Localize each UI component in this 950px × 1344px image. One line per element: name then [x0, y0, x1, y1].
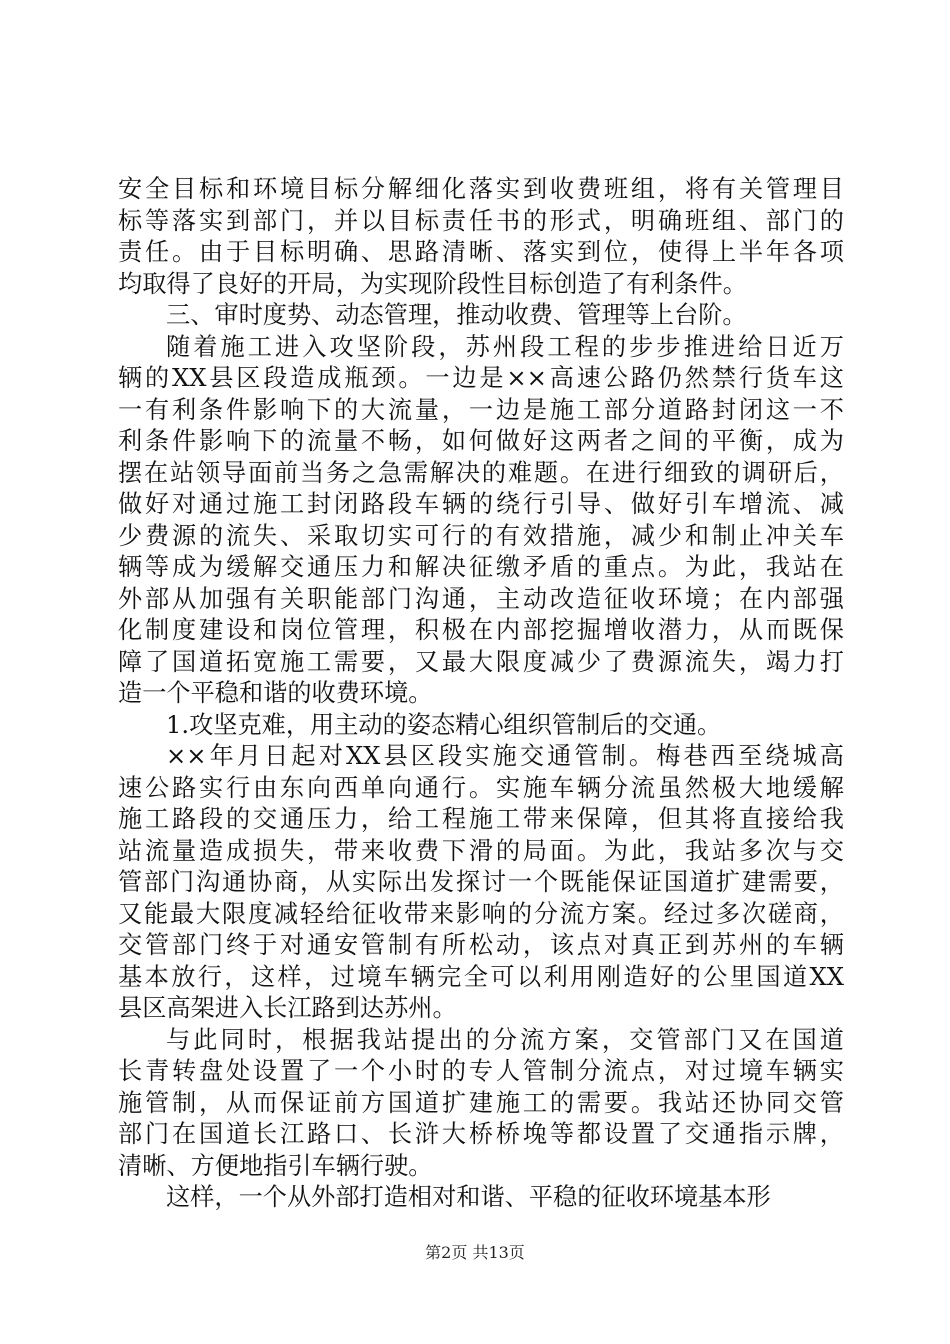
paragraph: [118, 332, 844, 710]
text-line: 造一个平稳和谐的收费环境。: [118, 679, 433, 707]
text-line: 管部门沟通协商，从实际出发探讨一个既能保证国道扩建需要，: [118, 868, 844, 896]
text-line: 1.攻坚克难，用主动的姿态精心组织管制后的交通。: [166, 710, 722, 739]
text-line: ××年月日起对XX县区段实施交通管制。梅巷西至绕城高: [166, 742, 844, 770]
text-line: 辆的XX县区段造成瓶颈。一边是××高速公路仍然禁行货车这: [118, 364, 844, 392]
text-line: 与此同时，根据我站提出的分流方案，交管部门又在国道: [166, 1025, 844, 1054]
text-line: 做好对通过施工封闭路段车辆的绕行引导、做好引车增流、减: [118, 490, 844, 518]
text-line: 安全目标和环境目标分解细化落实到收费班组，将有关管理目: [118, 175, 844, 203]
text-line: 施管制，从而保证前方国道扩建施工的需要。我站还协同交管: [118, 1088, 844, 1117]
text-line: 又能最大限度减轻给征收带来影响的分流方案。经过多次磋商，: [118, 899, 844, 928]
text-line: 责任。由于目标明确、思路清晰、落实到位，使得上半年各项: [118, 238, 844, 266]
text-line: 障了国道拓宽施工需要，又最大限度减少了费源流失，竭力打: [118, 647, 844, 676]
paragraph: [118, 300, 844, 332]
text-line: 利条件影响下的流量不畅，如何做好这两者之间的平衡，成为: [118, 427, 844, 455]
text-line: 施工路段的交通压力，给工程施工带来保障，但其将直接给我: [118, 805, 844, 833]
page-number: 第2页 共13页: [425, 1243, 525, 1262]
paragraph: [118, 710, 844, 742]
paragraph: [118, 741, 844, 1025]
text-line: 少费源的流失、采取切实可行的有效措施，减少和制止冲关车: [118, 521, 844, 550]
text-line: 外部从加强有关职能部门沟通，主动改造征收环境；在内部强: [118, 584, 844, 613]
document-body: [118, 174, 844, 1214]
paragraph: [118, 1025, 844, 1183]
text-line: 清晰、方便地指引车辆行驶。: [118, 1151, 433, 1180]
text-line: 标等落实到部门，并以目标责任书的形式，明确班组、部门的: [118, 206, 844, 235]
text-line: 交管部门终于对通安管制有所松动，该点对真正到苏州的车辆: [118, 931, 844, 959]
text-line: 均取得了良好的开局，为实现阶段性目标创造了有利条件。: [118, 269, 747, 298]
text-line: 长青转盘处设置了一个小时的专人管制分流点，对过境车辆实: [118, 1057, 844, 1085]
text-line: 基本放行，这样，过境车辆完全可以利用刚造好的公里国道XX: [118, 962, 844, 991]
text-line: 三、审时度势、动态管理，推动收费、管理等上台阶。: [166, 301, 747, 329]
text-line: 化制度建设和岗位管理，积极在内部挖掘增收潜力，从而既保: [118, 616, 844, 644]
text-line: 县区高架进入长江路到达苏州。: [118, 994, 457, 1022]
text-line: 随着施工进入攻坚阶段，苏州段工程的步步推进给日近万: [166, 332, 844, 361]
paragraph: [118, 1182, 844, 1214]
paragraph: [118, 174, 844, 300]
text-line: 一有利条件影响下的大流量，一边是施工部分道路封闭这一不: [118, 395, 844, 424]
page-footer: [0, 1243, 950, 1263]
text-line: 速公路实行由东向西单向通行。实施车辆分流虽然极大地缓解: [118, 773, 844, 802]
text-line: 这样，一个从外部打造相对和谐、平稳的征收环境基本形: [166, 1183, 771, 1211]
text-line: 部门在国道长江路口、长浒大桥桥堍等都设置了交通指示牌，: [118, 1120, 844, 1148]
text-line: 站流量造成损失，带来收费下滑的局面。为此，我站多次与交: [118, 836, 844, 865]
text-line: 辆等成为缓解交通压力和解决征缴矛盾的重点。为此，我站在: [118, 553, 844, 581]
text-line: 摆在站领导面前当务之急需解决的难题。在进行细致的调研后，: [118, 458, 844, 487]
